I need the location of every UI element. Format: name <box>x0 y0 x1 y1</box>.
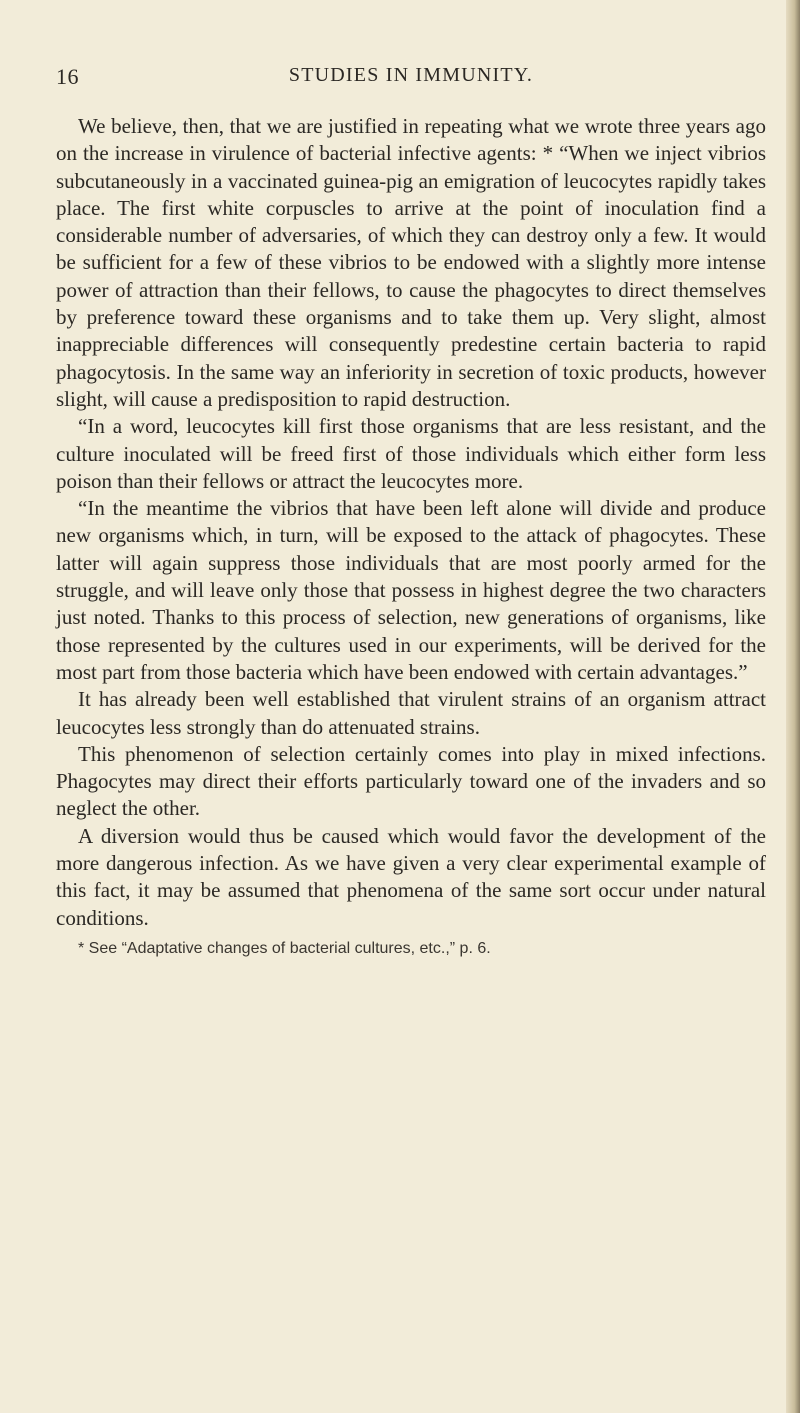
paragraph-5: This phenomenon of selection certainly comes into play in mixed infections. Phagocytes may direct their efforts particularly toward one of the invaders and so neglect the other. <box>56 741 766 821</box>
page-edge-shadow <box>786 0 800 1413</box>
page-header <box>56 64 766 96</box>
running-title: STUDIES IN IMMUNITY. <box>288 64 534 86</box>
paragraph-1: We believe, then, that we are justified in repeating what we wrote three years ago on the increase in virulence of bacterial infective agents: * “When we inject vibrios subcutaneously in a vaccinated guinea-pig an emigration of leucocytes rapidly takes place. The first white corpuscles to arrive at the point of inoculation find a considerable number of adversaries, of which they can destroy only a few. It would be sufficient for a few of these vibrios to be endowed with a slightly more intense power of attraction than their fellows, to cause the phagocytes to direct themselves by preference toward these organisms and to take them up. Very slight, almost inappreciable differences will consequently predestine certain bacteria to rapid phagocytosis. In the same way an inferiority in secretion of toxic products, however slight, will cause a predisposition to rapid destruction. <box>56 114 766 411</box>
paragraph-3: “In the meantime the vibrios that have been left alone will divide and produce new organisms which, in turn, will be exposed to the attack of phagocytes. These latter will again suppress those individuals that are most poorly armed for the struggle, and will leave only those that possess in highest degree the two characters just noted. Thanks to this process of selection, new generations of organisms, like those represented by the cultures used in our experiments, will be derived for the most part from those bacteria which have been endowed with certain advantages.” <box>56 496 766 684</box>
paragraph-4: It has already been well established that virulent strains of an organism attract leucocytes less strongly than do attenuated strains. <box>56 687 766 739</box>
footnote: * See “Adaptative changes of bacterial cultures, etc.,” p. 6. <box>78 939 491 957</box>
page-number: 16 <box>56 64 79 89</box>
paragraph-2: “In a word, leucocytes kill first those organisms that are less resistant, and the culture inoculated will be freed first of those individuals which either form less poison than their fellows or attract the leucocytes more. <box>56 414 766 493</box>
body-text <box>56 113 766 960</box>
paragraph-6: A diversion would thus be caused which would favor the development of the more dangerous infection. As we have given a very clear experimental example of this fact, it may be assumed that phenomena of the same sort occur under natural conditions. <box>56 823 766 930</box>
